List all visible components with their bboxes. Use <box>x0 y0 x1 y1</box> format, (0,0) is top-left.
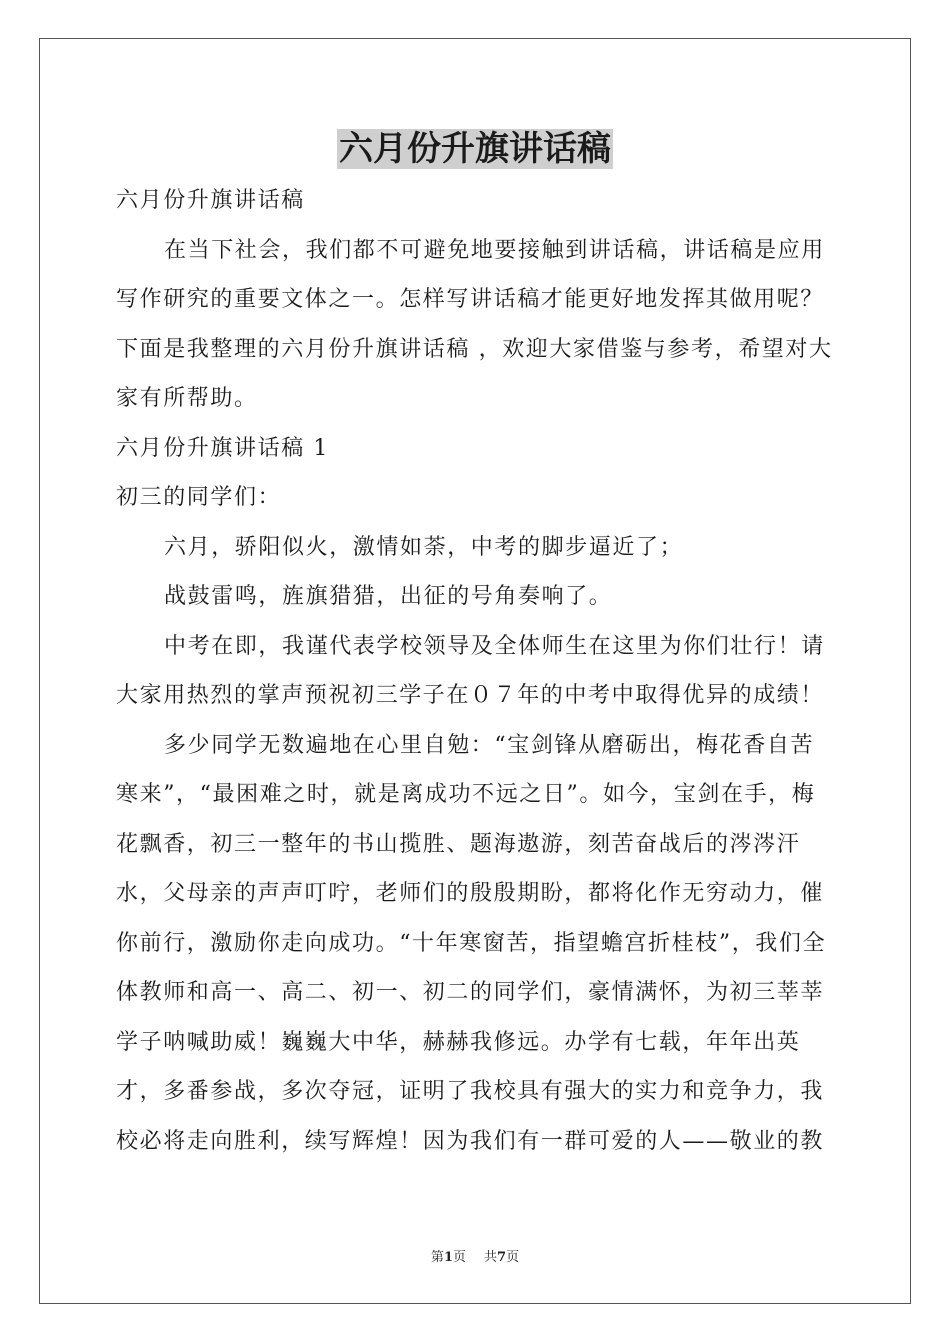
page-number: 1 <box>443 1250 453 1265</box>
document-title-text: 六月份升旗讲话稿 <box>339 129 611 169</box>
document-body <box>116 176 834 1166</box>
paragraph-intro: 在当下社会，我们都不可避免地要接触到讲话稿，讲话稿是应用写作研究的重要文体之一。怎样写讲话稿才能更好地发挥其做用呢？下面是我整理的六月份升旗讲话稿 ，欢迎大家借鉴与参考，希望对大家有所帮助。 <box>116 237 833 411</box>
paragraph-body: 中考在即，我谨代表学校领导及全体师生在这里为你们壮行！请大家用热烈的掌声预祝初三学子在０７年的中考中取得优异的成绩！ <box>116 633 825 708</box>
paragraph-section-heading: 六月份升旗讲话稿 1 <box>116 435 329 461</box>
page-label-prefix: 第 <box>430 1250 444 1265</box>
total-label-prefix: 共 <box>484 1250 498 1265</box>
document-title <box>0 124 950 174</box>
page-footer <box>0 1246 950 1265</box>
paragraph-body: 战鼓雷鸣，旌旗猎猎，出征的号角奏响了。 <box>164 584 613 609</box>
paragraph-body: 多少同学无数遍地在心里自勉：“宝剑锋从磨砺出，梅花香自苦寒来”，“最困难之时，就是离成功不远之日”。如今，宝剑在手，梅花飘香，初三一整年的书山揽胜、题海遨游，刻苦奋战后的涔涔汗水，父母亲的声声叮咛，老师们的殷殷期盼，都将化作无穷动力，催你前行，激励你走向成功。“十年寒窗苦，指望蟾宫折桂枝”，我们全体教师和高一、高二、初一、初二的同学们，豪情满怀，为初三莘莘学子呐喊助威！巍巍大中华，赫赫我修远。办学有七载，年年出英才，多番参战，多次夺冠，证明了我校具有强大的实力和竞争力，我校必将走向胜利，续写辉煌！因为我们有一群可爱的人——敬业的教 <box>116 732 827 1154</box>
paragraph-heading: 六月份升旗讲话稿 <box>116 188 305 213</box>
paragraph-salutation: 初三的同学们： <box>116 485 282 510</box>
total-pages: 7 <box>497 1250 507 1265</box>
paragraph-body: 六月，骄阳似火，激情如荼，中考的脚步逼近了； <box>164 534 684 560</box>
page-label-suffix: 页 <box>452 1250 466 1265</box>
total-label-suffix: 页 <box>506 1250 520 1265</box>
